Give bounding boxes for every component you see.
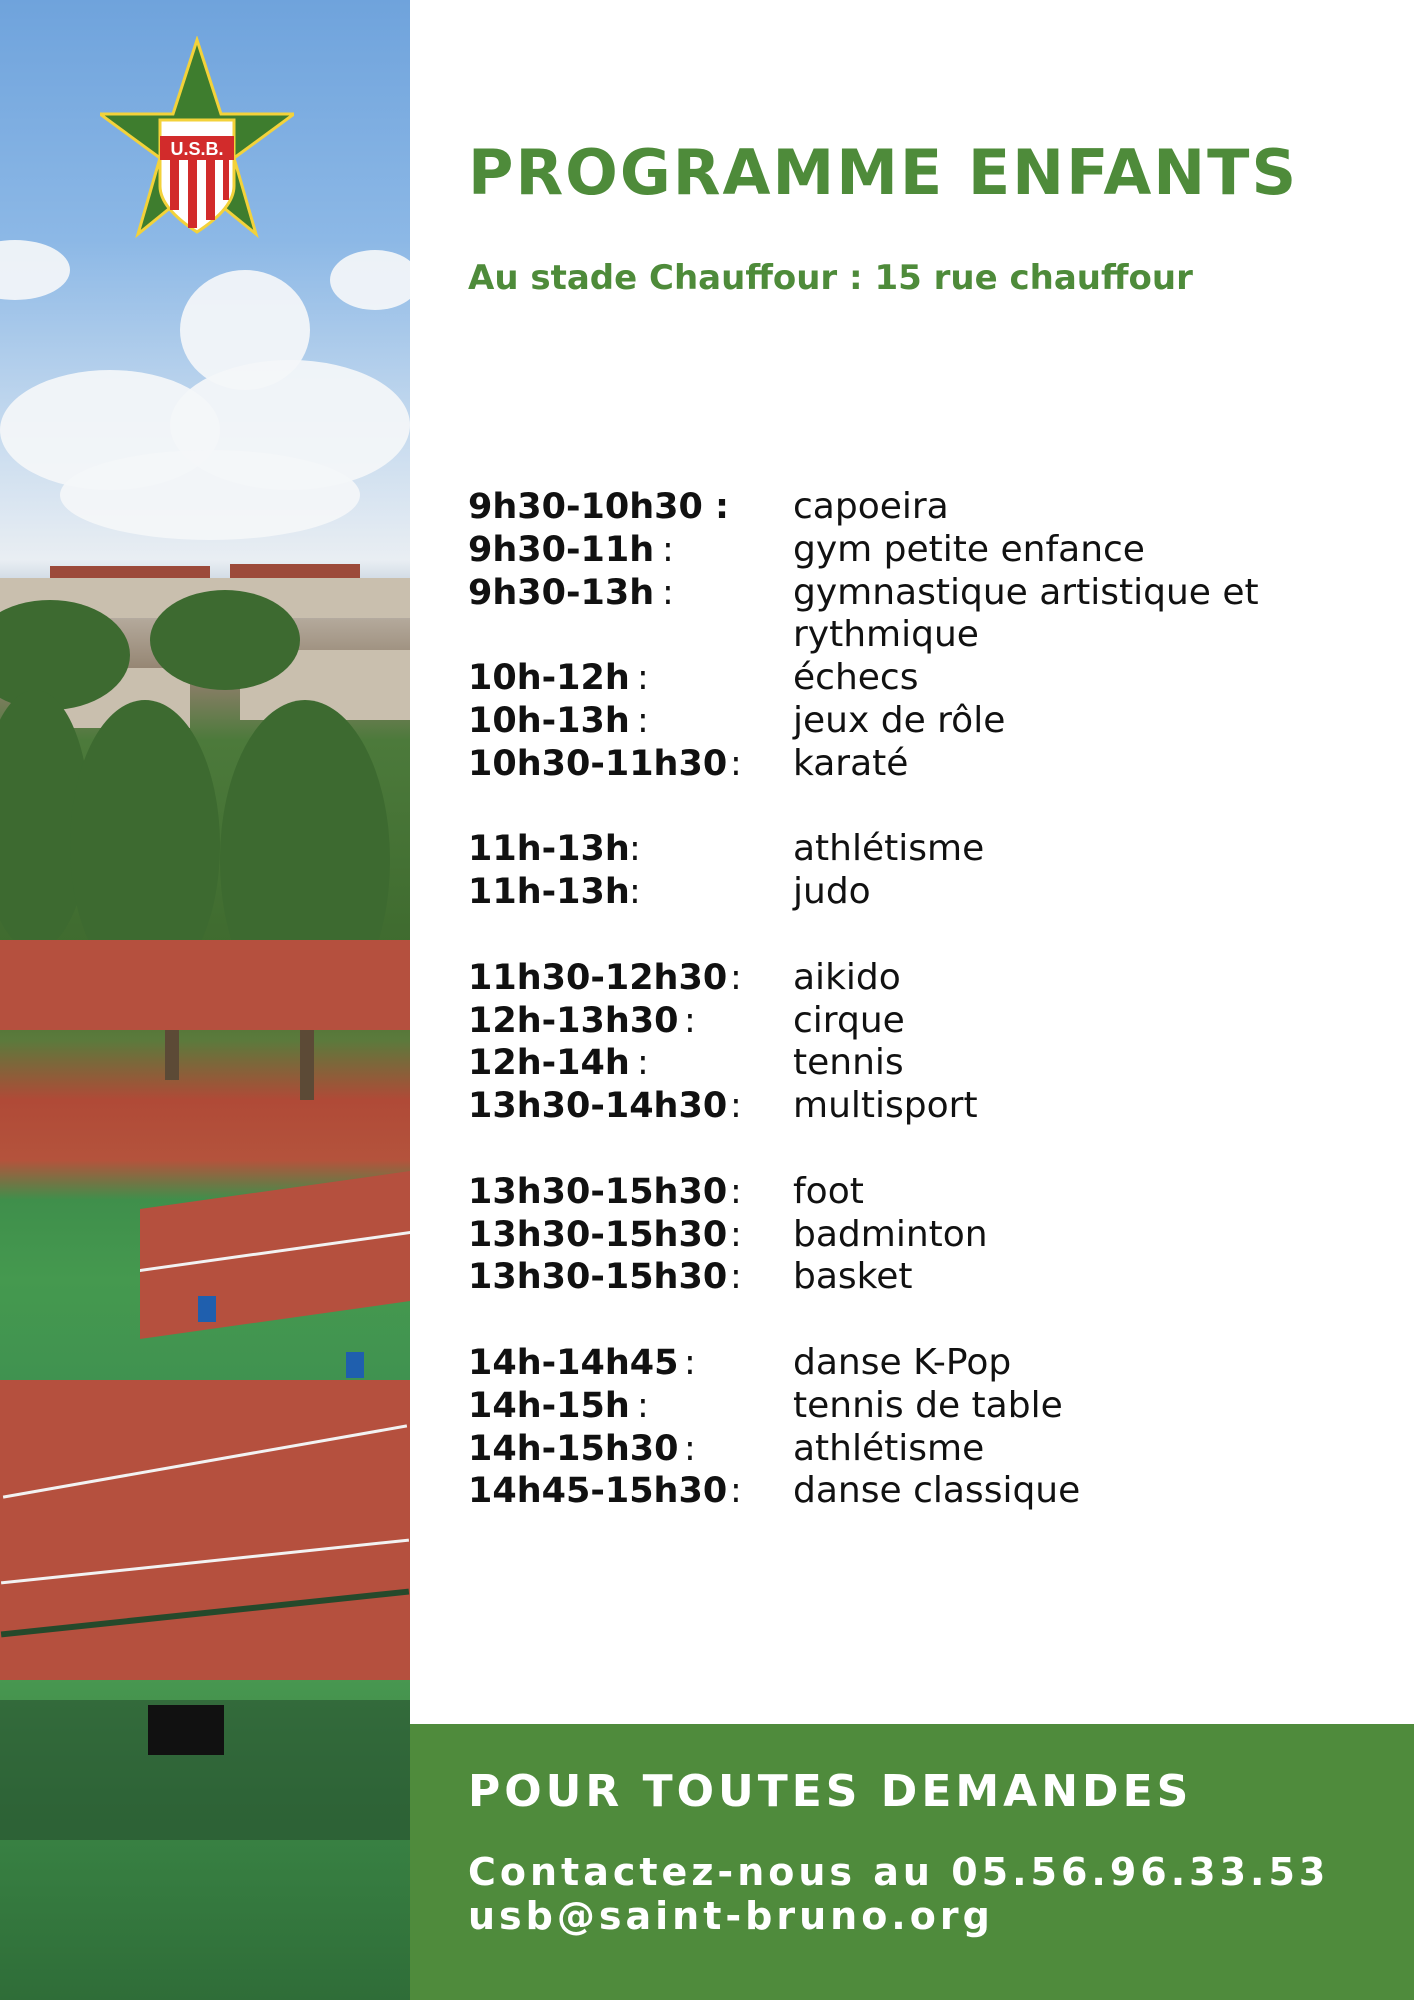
activity-name: échecs [793, 657, 919, 699]
advert-board [148, 1705, 224, 1755]
court-sign [198, 1296, 216, 1322]
activity-name: foot [793, 1170, 864, 1212]
schedule-row [468, 486, 1368, 529]
time-slot: 14h-15h30 [468, 1428, 679, 1469]
activity-name: badminton [793, 1213, 988, 1255]
schedule-row [468, 529, 1368, 572]
schedule-row [468, 1470, 1368, 1513]
schedule-row [468, 1342, 1368, 1385]
footer-title: POUR TOUTES DEMANDES [468, 1766, 1193, 1817]
schedule-row [468, 871, 1368, 914]
schedule-row [468, 700, 1368, 743]
activity-name: basket [793, 1256, 913, 1298]
cloud [0, 240, 70, 300]
stadium-photo [0, 0, 410, 2000]
cloud [60, 450, 360, 540]
activity-name: judo [793, 871, 871, 913]
roof [230, 564, 360, 578]
contact-footer [410, 1724, 1414, 2000]
time-slot: 12h-13h30 [468, 1000, 679, 1041]
separator: : [629, 829, 641, 870]
activity-name: multisport [793, 1085, 978, 1127]
schedule-row [468, 743, 1368, 786]
schedule-row [468, 1171, 1368, 1214]
activity-name: danse classique [793, 1470, 1081, 1512]
separator: : [662, 572, 674, 613]
time-slot: 14h45-15h30 [468, 1471, 728, 1512]
activity-name: cirque [793, 999, 905, 1041]
activity-name: tennis [793, 1042, 904, 1084]
time-slot: 9h30-10h30 : [468, 487, 730, 527]
separator: : [637, 1043, 649, 1084]
court-sign [346, 1352, 364, 1378]
time-slot: 14h-15h [468, 1385, 630, 1426]
separator: : [637, 1385, 649, 1426]
time-slot: 10h-12h [468, 658, 630, 699]
activity-name: gymnastique artistique et rythmique [793, 571, 1259, 656]
time-slot: 9h30-11h [468, 529, 655, 570]
schedule-row [468, 1085, 1368, 1128]
activity-name: athlétisme [793, 828, 985, 870]
activity-name: tennis de table [793, 1384, 1063, 1426]
schedule-list [468, 486, 1368, 1513]
venue-address: Au stade Chauffour : 15 rue chauffour [468, 258, 1193, 298]
separator: : [662, 529, 674, 570]
separator: : [629, 872, 641, 913]
separator: : [730, 1214, 742, 1255]
activity-name: athlétisme [793, 1427, 985, 1469]
activity-name: aikido [793, 956, 901, 998]
time-slot: 11h30-12h30 [468, 957, 728, 998]
activity-name: karaté [793, 742, 909, 784]
time-slot: 13h30-15h30 [468, 1171, 728, 1212]
contact-phone[interactable]: Contactez-nous au 05.56.96.33.53 [468, 1850, 1330, 1894]
logo-text: U.S.B. [170, 139, 224, 159]
schedule-row [468, 657, 1368, 700]
schedule-row [468, 1428, 1368, 1471]
club-logo [100, 36, 294, 242]
schedule-row [468, 1256, 1368, 1299]
page-title: PROGRAMME ENFANTS [468, 136, 1299, 209]
separator: : [637, 658, 649, 699]
separator: : [730, 1471, 742, 1512]
separator: : [684, 1000, 696, 1041]
separator: : [684, 1428, 696, 1469]
time-slot: 12h-14h [468, 1043, 630, 1084]
time-slot: 10h30-11h30 [468, 743, 728, 784]
activity-name: capoeira [793, 486, 949, 527]
time-slot: 13h30-15h30 [468, 1214, 728, 1255]
separator: : [730, 957, 742, 998]
time-slot: 10h-13h [468, 700, 630, 741]
separator: : [684, 1342, 696, 1383]
activity-name: gym petite enfance [793, 528, 1145, 570]
separator: : [730, 1171, 742, 1212]
schedule-row [468, 1000, 1368, 1043]
separator: : [730, 1086, 742, 1127]
schedule-row [468, 572, 1368, 658]
separator: : [730, 743, 742, 784]
time-slot: 9h30-13h [468, 572, 655, 613]
schedule-row [468, 957, 1368, 1000]
cloud [330, 250, 410, 310]
schedule-row [468, 1385, 1368, 1428]
separator: : [730, 1257, 742, 1298]
tennis-court [0, 1380, 410, 1680]
activity-name: danse K-Pop [793, 1341, 1012, 1383]
tennis-court [140, 1171, 410, 1339]
separator: : [637, 700, 649, 741]
time-slot: 11h-13h [468, 829, 630, 870]
tree [150, 590, 300, 690]
time-slot: 14h-14h45 [468, 1342, 679, 1383]
schedule-row [468, 1214, 1368, 1257]
schedule-row [468, 828, 1368, 871]
time-slot: 13h30-14h30 [468, 1086, 728, 1127]
time-slot: 11h-13h [468, 872, 630, 913]
running-track [0, 940, 410, 1030]
time-slot: 13h30-15h30 [468, 1257, 728, 1298]
activity-name: jeux de rôle [793, 699, 1006, 741]
contact-email[interactable]: usb@saint-bruno.org [468, 1894, 994, 1938]
schedule-row [468, 1042, 1368, 1085]
